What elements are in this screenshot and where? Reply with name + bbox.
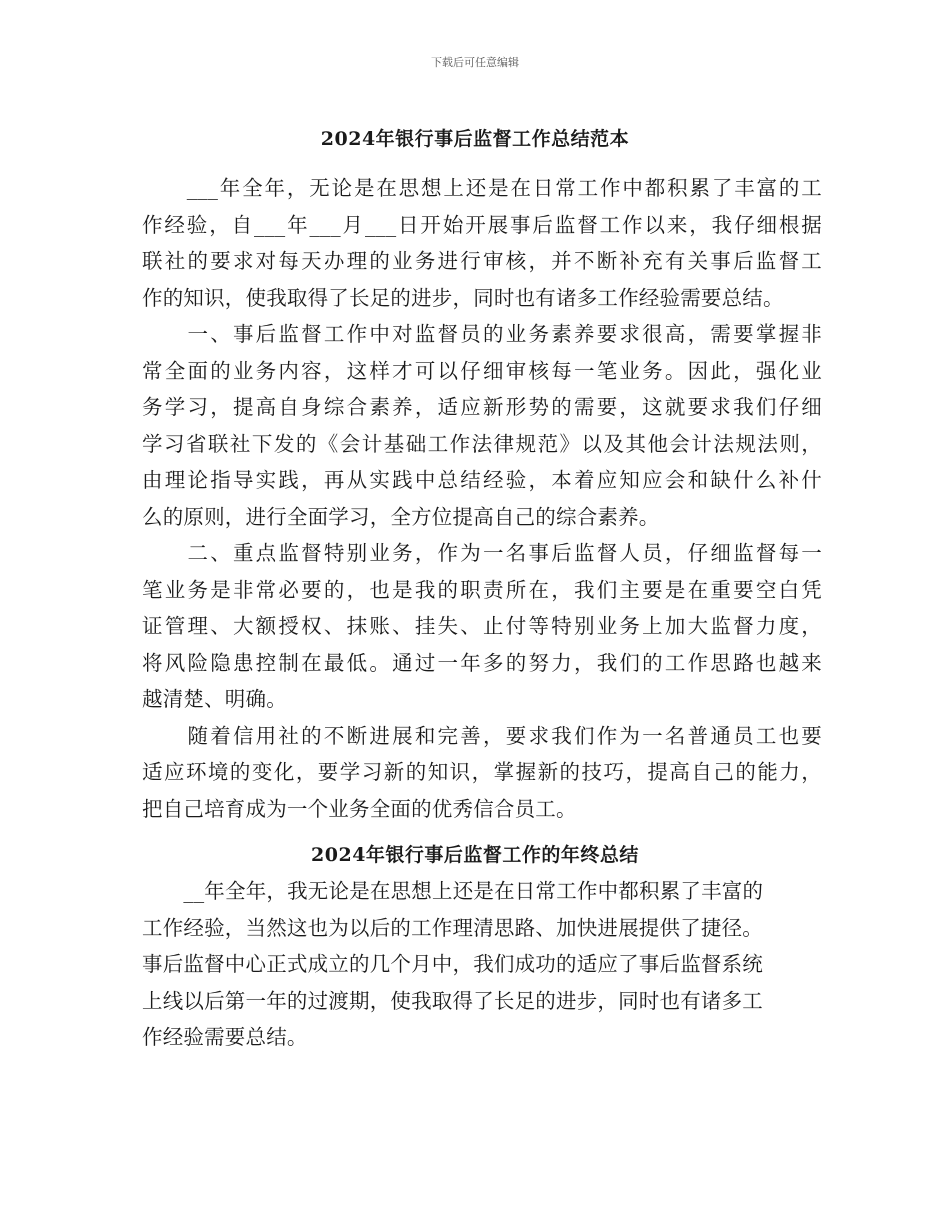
body-line: 事后监督中心正式成立的几个月中，我们成功的适应了事后监督系统 xyxy=(142,952,763,976)
body-line: 作经验，自___年___月___日开始开展事后监督工作以来，我仔细根据 xyxy=(142,212,822,237)
section1-body xyxy=(142,170,822,827)
body-line: 由理论指导实践，再从实践中总结经验，本着应知应会和缺什么补什 xyxy=(142,468,822,492)
body-line: 联社的要求对每天办理的业务进行审核，并不断补充有关事后监督工 xyxy=(142,249,822,273)
section2-body xyxy=(142,873,822,1056)
body-line: 务学习，提高自身综合素养，适应新形势的需要，这就要求我们仔细 xyxy=(142,395,822,419)
body-line: 作的知识，使我取得了长足的进步，同时也有诸多工作经验需要总结。 xyxy=(142,285,784,310)
document-title: 2024年银行事后监督工作总结范本 xyxy=(320,128,630,150)
body-line: 上线以后第一年的过渡期，使我取得了长足的进步，同时也有诸多工 xyxy=(142,988,763,1013)
body-line: 笔业务是非常必要的，也是我的职责所在，我们主要是在重要空白凭 xyxy=(142,577,822,602)
body-line: 作经验需要总结。 xyxy=(142,1025,308,1049)
body-line: __年全年，我无论是在思想上还是在日常工作中都积累了丰富的 xyxy=(142,879,764,903)
body-line: 么的原则，进行全面学习，全方位提高自己的综合素养。 xyxy=(142,504,660,529)
body-line: ___年全年，无论是在思想上还是在日常工作中都积累了丰富的工 xyxy=(142,176,822,200)
body-line: 学习省联社下发的《会计基础工作法律规范》以及其他会计法规法则， xyxy=(142,431,822,456)
body-line: 适应环境的变化，要学习新的知识，掌握新的技巧，提高自己的能力， xyxy=(142,760,822,784)
header-note: 下载后可任意编辑 xyxy=(431,56,519,69)
body-line: 常全面的业务内容，这样才可以仔细审核每一笔业务。因此，强化业 xyxy=(142,358,822,383)
body-line: 二、重点监督特别业务，作为一名事后监督人员，仔细监督每一 xyxy=(142,541,822,565)
body-line: 一、事后监督工作中对监督员的业务素养要求很高，需要掌握非 xyxy=(142,322,822,346)
body-line: 把自己培育成为一个业务全面的优秀信合员工。 xyxy=(142,796,577,821)
section2-title: 2024年银行事后监督工作的年终总结 xyxy=(311,844,639,866)
body-line: 证管理、大额授权、抹账、挂失、止付等特别业务上加大监督力度， xyxy=(142,614,822,638)
body-line: 随着信用社的不断进展和完善，要求我们作为一名普通员工也要 xyxy=(142,723,822,748)
body-line: 工作经验，当然这也为以后的工作理清思路、加快进展提供了捷径。 xyxy=(142,915,763,940)
body-line: 越清楚、明确。 xyxy=(142,687,287,711)
body-line: 将风险隐患控制在最低。通过一年多的努力，我们的工作思路也越来 xyxy=(142,650,822,675)
